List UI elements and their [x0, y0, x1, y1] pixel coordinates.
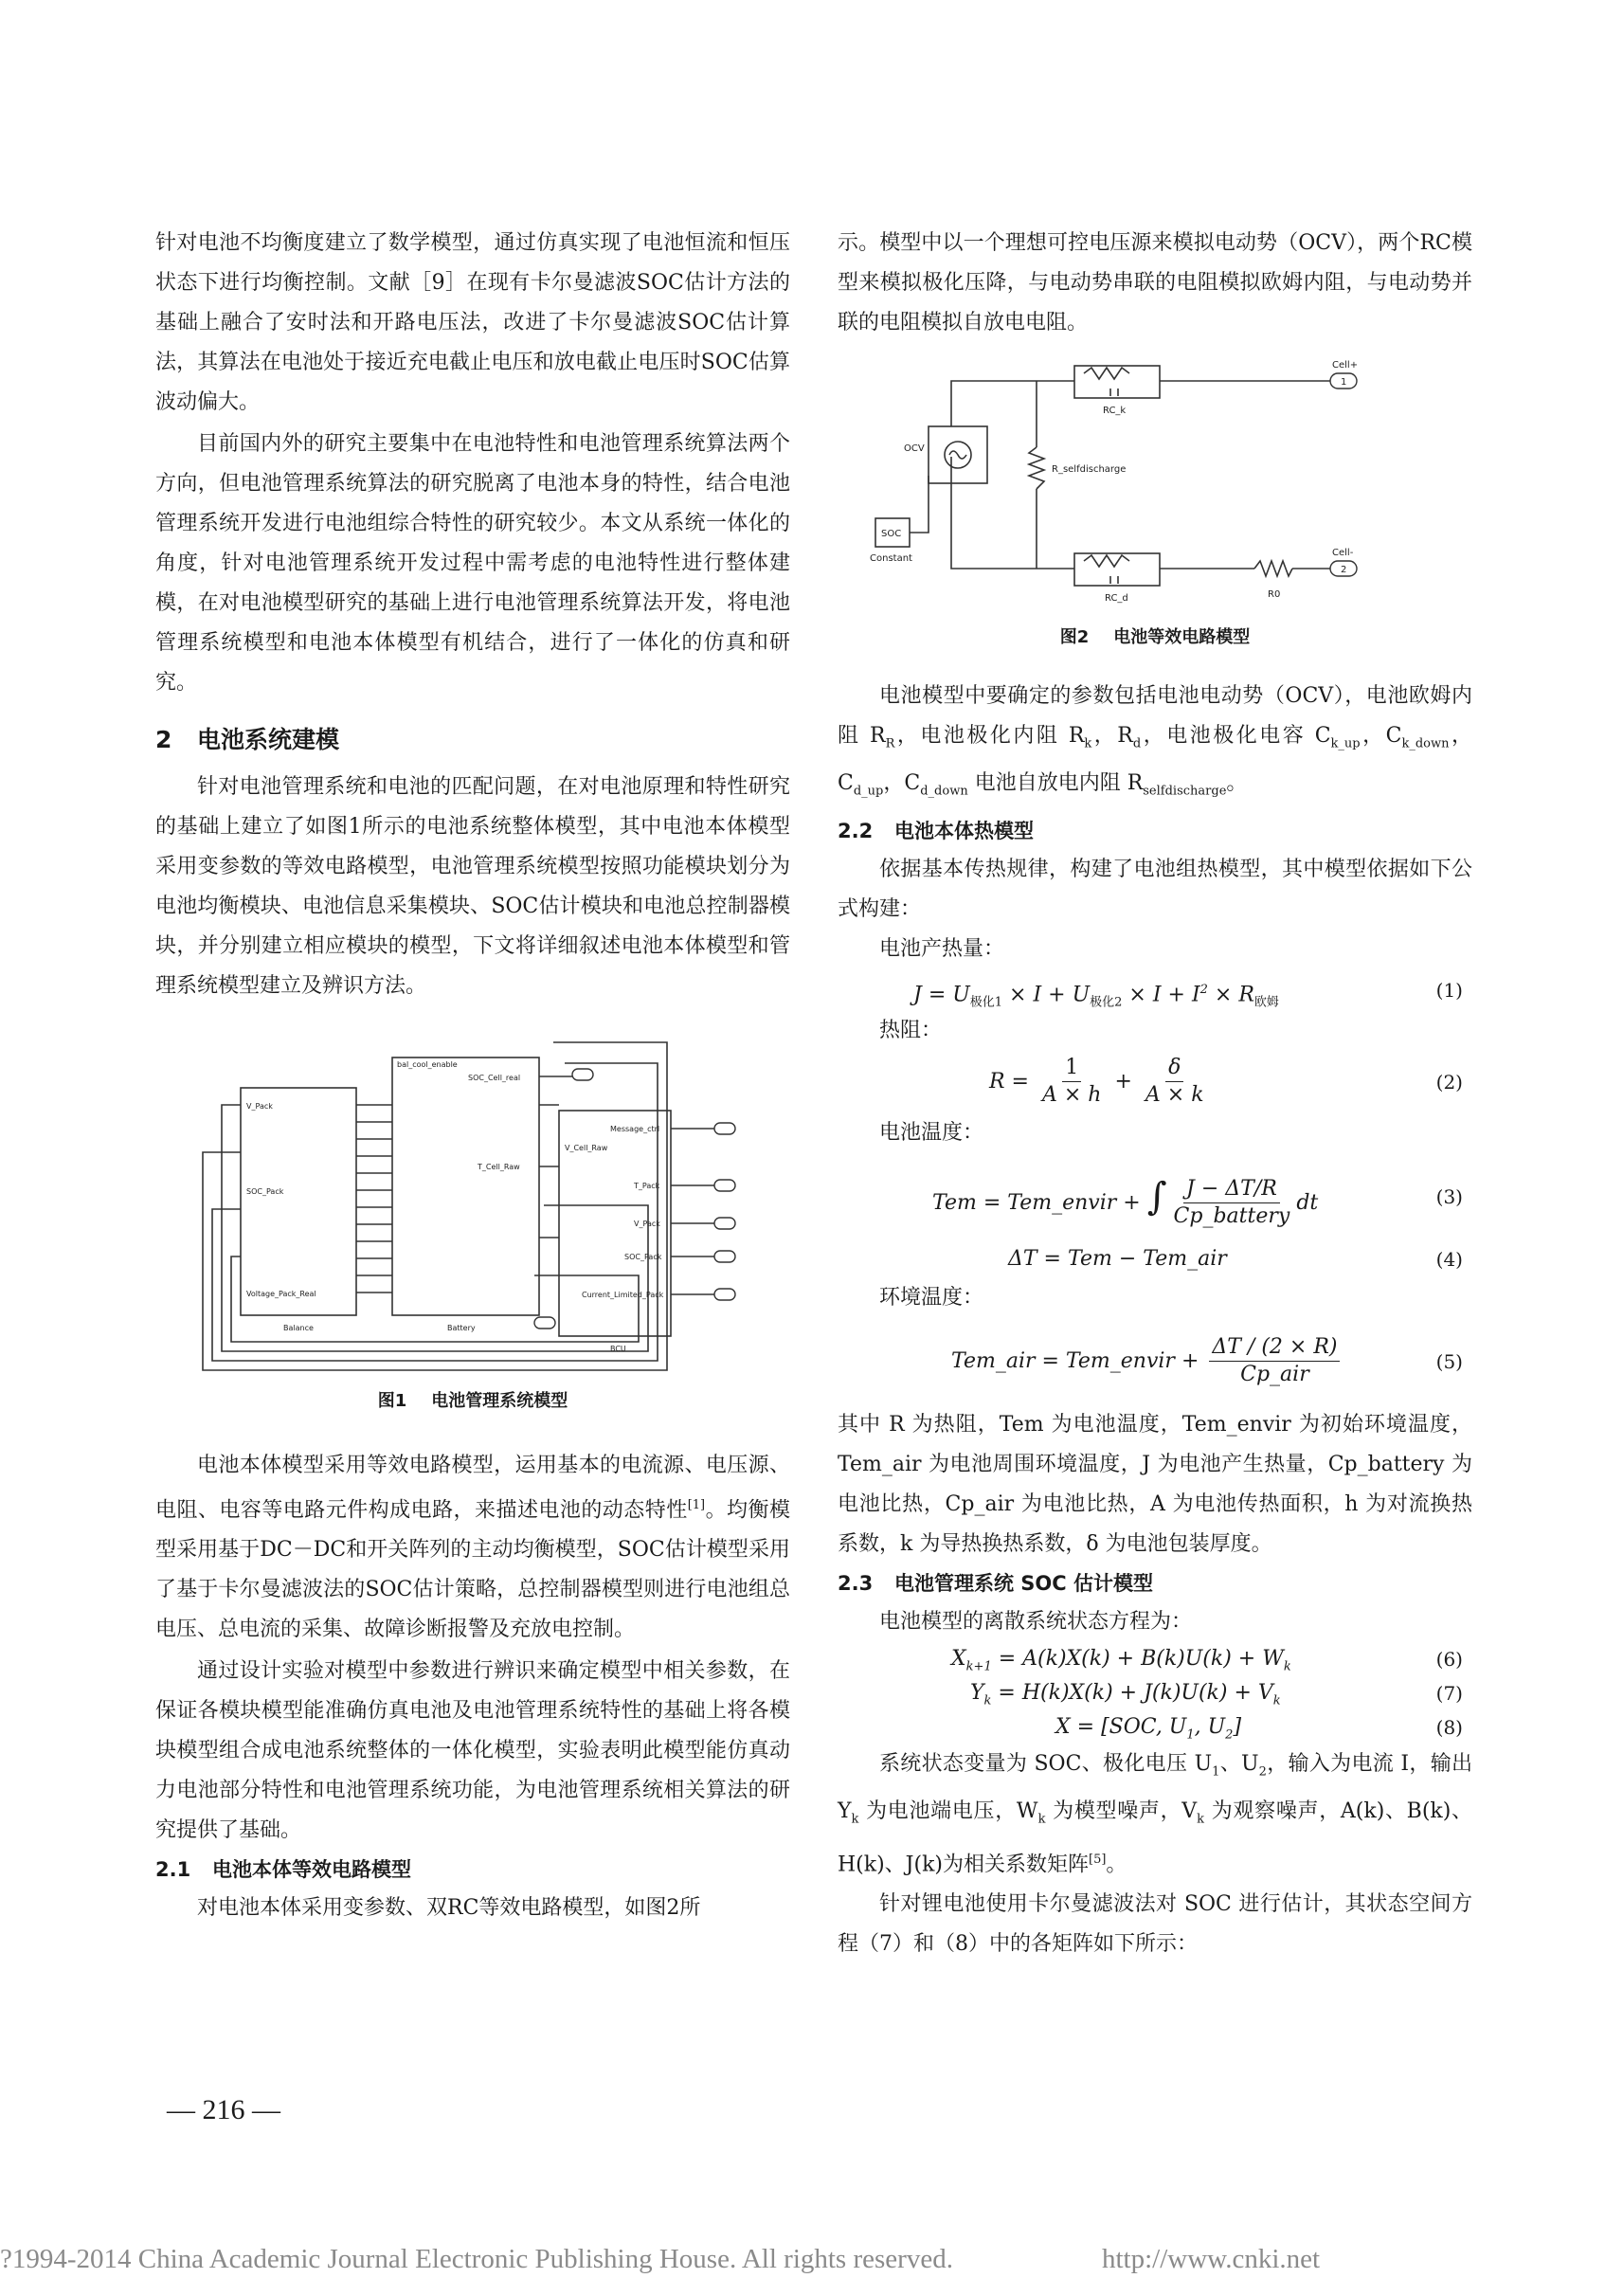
equation-label: 热阻：: [879, 1018, 943, 1042]
equation-number: (1): [1435, 978, 1463, 1002]
section-heading: [155, 718, 790, 762]
cell-neg-label: Cell-: [1332, 548, 1354, 558]
block-port-label: V_Cell_Raw: [565, 1144, 608, 1152]
paragraph-text: 。均衡模型采用基于DC－DC和开关阵列的主动均衡模型，SOC估计模型采用了基于卡尔曼滤波法的SOC估计策略，总控制器模型则进行电池组总电压、总电流的采集、故障诊断报警及充放电控制。: [155, 1498, 790, 1642]
block-name: Balance: [283, 1324, 314, 1332]
figure-number: 图2: [1059, 627, 1090, 647]
paragraph: [155, 1446, 790, 1650]
block-port-label: T_Cell_Raw: [478, 1163, 520, 1171]
ocv-label: OCV: [904, 443, 925, 454]
section-number: 2.3: [838, 1571, 874, 1595]
paragraph: 电池模型的离散系统状态方程为：: [879, 1609, 1193, 1634]
bms-model-diagram: [155, 1020, 790, 1380]
block-port-label: bal_cool_enable: [397, 1060, 458, 1069]
port-number: 2: [1341, 565, 1347, 575]
constant-label: Constant: [870, 553, 912, 564]
section-number: 2.1: [155, 1858, 191, 1882]
equation-label: 电池产热量：: [879, 936, 1005, 961]
rc-d-label: RC_d: [1105, 593, 1128, 604]
paragraph-text: 电池本体模型采用等效电路模型，运用基本的电流源、电压源、电阻、电容等电路元件构成电路，来描述电池的动态特性: [155, 1454, 790, 1523]
equation-number: (6): [1435, 1647, 1463, 1671]
equation-number: (8): [1435, 1715, 1463, 1739]
figure-2: [838, 353, 1472, 656]
section-title: 电池本体热模型: [894, 819, 1034, 842]
equation-5: Tem_air = Tem_envir + $\frac{\Delta T / (2 \times R)}{\text{Cp\_air}}$ (5): [838, 1318, 1472, 1405]
block-port-label: Message_ctrl: [610, 1125, 660, 1133]
section-number: 2: [155, 726, 172, 753]
r-self-label: R_selfdischarge: [1052, 464, 1127, 475]
equation-number: (5): [1435, 1349, 1463, 1373]
port-number: 1: [1341, 377, 1347, 388]
block-port-label: Current_Limited_Pack: [582, 1291, 664, 1299]
figure-title: 电池管理系统模型: [431, 1391, 568, 1411]
equation-3: Tem = Tem_envir + ∫ $\frac{J - \Delta T/R}{\text{Cp\_battery}}$ dt (3): [838, 1153, 1472, 1240]
citation: [1]: [687, 1498, 706, 1512]
equation-7: $Y_k = H(k)X(k) + J(k)U(k) + V_k$ (7): [838, 1676, 1472, 1710]
paragraph: 针对电池不均衡度建立了数学模型，通过仿真实现了电池恒流和恒压状态下进行均衡控制。文献［9］在现有卡尔曼滤波SOC估计方法的基础上融合了安时法和开路电压法，改进了卡尔曼滤波SOC估计算法，其算法在电池处于接近充电截止电压和放电截止电压时SOC估算波动偏大。: [155, 231, 790, 414]
section-title: 电池系统建模: [197, 726, 340, 753]
paragraph: 针对锂电池使用卡尔曼滤波法对 SOC 进行估计，其状态空间方程（7）和（8）中的各矩阵如下所示：: [838, 1891, 1472, 1956]
paragraph: 依据基本传热规律，构建了电池组热模型，其中模型依据如下公式构建：: [838, 857, 1472, 921]
block-name: Battery: [447, 1324, 476, 1332]
copyright-notice: ?1994-2014 China Academic Journal Electronic Publishing House. All rights reserved.: [0, 2244, 953, 2274]
paragraph: 通过设计实验对模型中参数进行辨识来确定模型中相关参数，在保证各模块模型能准确仿真电池及电池管理系统特性的基础上将各模块模型组合成电池系统整体的一体化模型，实验表明此模型能仿真动力电池部分特性和电池管理系统功能，为电池管理系统相关算法的研究提供了基础。: [155, 1659, 790, 1843]
equation-8: X = [SOC, $U_1$, $U_2$] (8): [838, 1710, 1472, 1745]
equivalent-circuit-diagram: [838, 353, 1472, 618]
subsection-heading: [838, 812, 1472, 850]
equation-number: (3): [1435, 1184, 1463, 1208]
soc-label: SOC: [881, 529, 902, 539]
cell-pos-label: Cell+: [1332, 360, 1359, 371]
equation-2: R = $\frac{1}{A \times h}$ + $\frac{\delta}{A \times k}$ (2): [838, 1051, 1472, 1113]
figure-number: 图1: [377, 1391, 407, 1411]
subsection-heading: [155, 1851, 790, 1889]
block-port-label: V_Pack: [634, 1220, 660, 1228]
subsection-heading: [838, 1564, 1472, 1602]
block-port-label: Voltage_Pack_Real: [246, 1290, 316, 1298]
equation-label: 电池温度：: [879, 1120, 984, 1145]
block-name: BCU: [610, 1345, 626, 1353]
block-port-label: V_Pack: [246, 1102, 273, 1111]
block-port-label: SOC_Cell_real: [468, 1074, 521, 1082]
equation-number: (2): [1435, 1070, 1463, 1094]
paragraph: 目前国内外的研究主要集中在电池特性和电池管理系统算法两个方向，但电池管理系统算法的研究脱离了电池本身的特性，结合电池管理系统开发进行电池组综合特性的研究较少。本文从系统一体化的角度，针对电池管理系统开发过程中需考虑的电池特性进行整体建模，在对电池模型研究的基础上进行电池管理系统算法开发，将电池管理系统模型和电池本体模型有机结合，进行了一体化的仿真和研究。: [155, 432, 790, 695]
paragraph: 电池模型中要确定的参数包括电池电动势（OCV），电池欧姆内阻 $R_R$，电池极化内阻 $R_k$，$R_d$，电池极化电容 $C_{k\_up}$，$C_{k\_down}$，$C_{d\_up}$，$C_{d\_down}$ 电池自放电内阻 $R_{selfdischarge}$。: [838, 684, 1472, 799]
paragraph: 对电池本体采用变参数、双RC等效电路模型，如图2所: [197, 1896, 701, 1921]
rc-k-label: RC_k: [1103, 406, 1127, 416]
section-title: 电池本体等效电路模型: [212, 1858, 411, 1882]
equation-number: (4): [1435, 1247, 1463, 1271]
block-port-label: T_Pack: [634, 1182, 660, 1190]
paragraph: 其中 R 为热阻，Tem 为电池温度，Tem_envir 为初始环境温度，Tem_air 为电池周围环境温度，J 为电池产生热量，Cp_battery 为电池比热，Cp_air 为电池比热，A 为电池传热面积，h 为对流换热系数，k 为导热换热系数，δ 为电池包装厚度。: [838, 1412, 1472, 1556]
block-port-label: SOC_Pack: [624, 1253, 662, 1261]
paragraph: 示。模型中以一个理想可控电压源来模拟电动势（OCV），两个RC模型来模拟极化压降，与电动势串联的电阻模拟欧姆内阻，与电动势并联的电阻模拟自放电电阻。: [838, 231, 1472, 334]
block-port-label: SOC_Pack: [246, 1187, 284, 1196]
left-column: [155, 224, 790, 1928]
equation-4: ΔT = Tem − Tem_air (4): [838, 1240, 1472, 1278]
equation-6: $X_{k+1} = A(k)X(k) + B(k)U(k) + W_k$ (6): [838, 1642, 1472, 1676]
section-title: 电池管理系统 SOC 估计模型: [894, 1571, 1154, 1595]
figure-title: 电池等效电路模型: [1113, 627, 1251, 647]
equation-label: 环境温度：: [879, 1285, 984, 1310]
figure-caption: [838, 624, 1472, 652]
figure-caption: [155, 1387, 790, 1416]
page-number: — 216 —: [167, 2094, 280, 2125]
figure-1: [155, 1020, 790, 1418]
equation-number: (7): [1435, 1681, 1463, 1705]
equation-1: $J = U_{极化1} \times I + U_{极化2} \times I + I^2 \times R_{欧姆}$ (1): [838, 969, 1472, 1011]
paragraph: 针对电池管理系统和电池的匹配问题，在对电池原理和特性研究的基础上建立了如图1所示的电池系统整体模型，其中电池本体模型采用变参数的等效电路模型，电池管理系统模型按照功能模块划分为电池均衡模块、电池信息采集模块、SOC估计模块和电池总控制器模块，并分别建立相应模块的模型，下文将详细叙述电池本体模型和管理系统模型建立及辨识方法。: [155, 775, 790, 998]
footer-url: http://www.cnki.net: [1102, 2244, 1321, 2274]
paragraph: 系统状态变量为 SOC、极化电压 $U_1$、$U_2$，输入为电流 I，输出 $Y_k$ 为电池端电压，$W_k$ 为模型噪声，$V_k$ 为观察噪声，A(k)、B(k)、H(k)、J(k)为相关系数矩阵[5]。: [838, 1751, 1473, 1876]
r0-label: R0: [1268, 589, 1281, 600]
right-column: [838, 224, 1472, 1964]
section-number: 2.2: [838, 819, 874, 842]
